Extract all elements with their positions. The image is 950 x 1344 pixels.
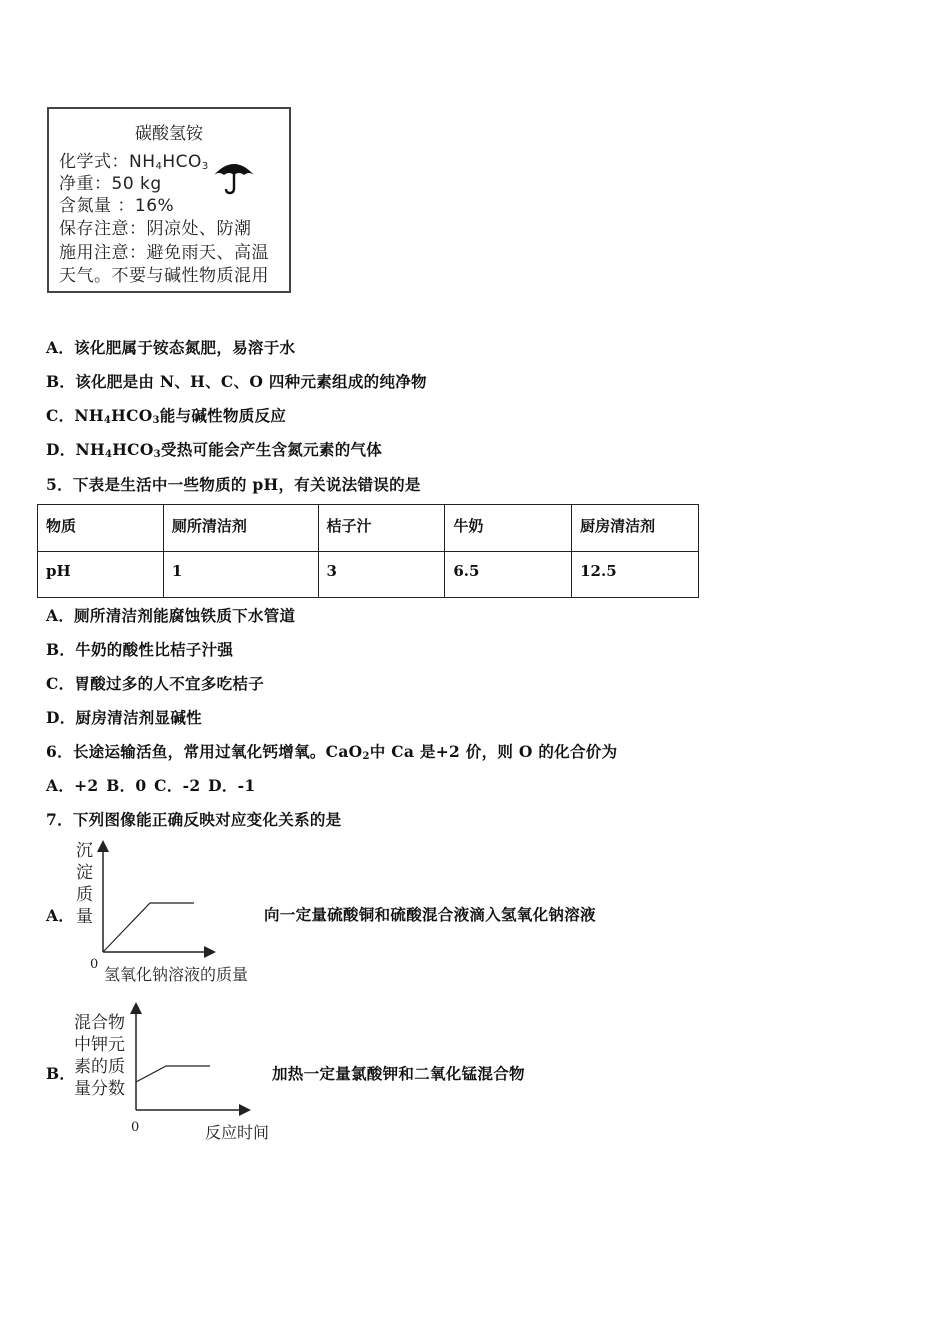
- table-cell: 桔子汁: [318, 505, 445, 552]
- q5-option-c: C．胃酸过多的人不宜多吃桔子: [46, 674, 265, 693]
- table-cell: 1: [163, 552, 318, 598]
- table-cell: 厨房清洁剂: [572, 505, 699, 552]
- q4-option-d: D．$NH_4HCO_3$受热可能会产生含氮元素的气体: [46, 440, 383, 460]
- q5-stem: 5．下表是生活中一些物质的 pH，有关说法错误的是: [46, 475, 421, 494]
- table-cell: 6.5: [445, 552, 572, 598]
- q5-option-a: A．厕所清洁剂能腐蚀铁质下水管道: [46, 606, 296, 625]
- graph-b-y-label: 混合物 中钾元 素的质 量分数: [74, 1013, 125, 1099]
- graph-a-description: 向一定量硫酸铜和硫酸混合液滴入氢氧化钠溶液: [264, 905, 596, 924]
- q5-option-d: D．厨房清洁剂显碱性: [46, 708, 202, 727]
- q4-option-c: C．$NH_4HCO_3$能与碱性物质反应: [46, 406, 287, 426]
- table-row: [38, 552, 699, 598]
- label-nitrogen: 含氮量 ：16%: [59, 196, 175, 216]
- q7-option-a: A．: [46, 906, 75, 925]
- label-usage-2: 天气。不要与碱性物质混用: [59, 266, 269, 286]
- label-net-weight: 净重：50 kg: [59, 174, 162, 194]
- graph-b-description: 加热一定量氯酸钾和二氧化锰混合物: [272, 1064, 525, 1083]
- table-cell: 厕所清洁剂: [163, 505, 318, 552]
- graph-a-origin: 0: [90, 957, 99, 972]
- table-cell: 牛奶: [445, 505, 572, 552]
- graph-a-curve: [103, 903, 194, 952]
- graph-a: [95, 838, 220, 963]
- label-title: 碳酸氢铵: [135, 124, 203, 144]
- graph-b-curve: [136, 1066, 210, 1082]
- table-row: [38, 505, 699, 552]
- graph-a-x-label: 氢氧化钠溶液的质量: [104, 965, 249, 984]
- q7-stem: 7．下列图像能正确反映对应变化关系的是: [46, 810, 342, 829]
- label-formula: 化学式：$NH_4HCO_3$: [59, 152, 209, 172]
- q6-options: A．+2 B．0 C．-2 D．-1: [46, 776, 256, 795]
- q6-stem: 6．长途运输活鱼，常用过氧化钙增氧。CaO$_2$中 Ca 是+2 价，则 O 的化合价为: [46, 742, 618, 762]
- q7-option-b: B．: [46, 1064, 76, 1083]
- q5-option-b: B．牛奶的酸性比桔子汁强: [46, 640, 234, 659]
- graph-b: [128, 1002, 253, 1120]
- label-storage: 保存注意：阴凉处、防潮: [59, 219, 252, 239]
- table-cell: 12.5: [572, 552, 699, 598]
- q4-option-a: A．该化肥属于铵态氮肥，易溶于水: [46, 338, 296, 357]
- table-cell: 3: [318, 552, 445, 598]
- graph-a-y-label: 沉 淀 质 量: [76, 841, 93, 927]
- umbrella-icon: [212, 157, 256, 195]
- label-usage-1: 施用注意：避免雨天、高温: [59, 243, 269, 263]
- table-cell: pH: [38, 552, 164, 598]
- table-cell: 物质: [38, 505, 164, 552]
- graph-b-origin: 0: [131, 1120, 140, 1135]
- ph-table: [37, 504, 699, 598]
- q4-option-b: B．该化肥是由 N、H、C、O 四种元素组成的纯净物: [46, 372, 427, 391]
- fertilizer-label: [47, 107, 291, 293]
- graph-b-x-label: 反应时间: [205, 1123, 270, 1142]
